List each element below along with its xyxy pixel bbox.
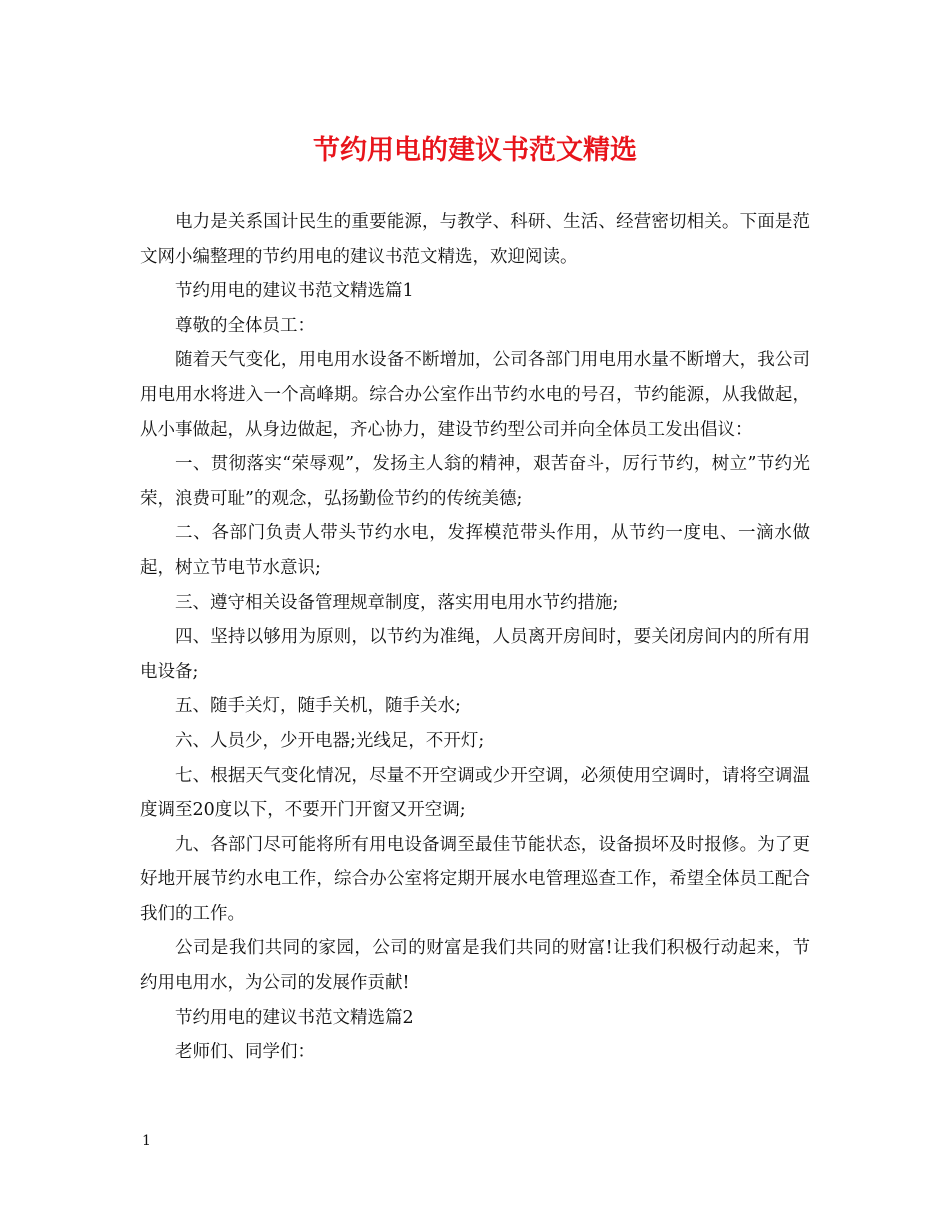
list-item: 四、坚持以够用为原则，以节约为准绳，人员离开房间时，要关闭房间内的所有用电设备; (140, 627, 810, 682)
list-item: 二、各部门负责人带头节约水电，发挥模范带头作用，从节约一度电、一滴水做起，树立节电节水意识; (140, 523, 810, 578)
salutation: 老师们、同学们： (175, 1042, 315, 1063)
document-title: 节约用电的建议书范文精选 (313, 135, 637, 166)
paragraph: 公司是我们共同的家园，公司的财富是我们共同的财富!让我们积极行动起来，节约用电用水，为公司的发展作贡献! (140, 938, 810, 994)
section-heading: 节约用电的建议书范文精选篇2 (175, 1007, 414, 1028)
list-item: 九、各部门尽可能将所有用电设备调至最佳节能状态，设备损坏及时报修。为了更好地开展节约水电工作，综合办公室将定期开展水电管理巡查工作，希望全体员工配合我们的工作。 (140, 834, 810, 924)
list-item: 五、随手关灯，随手关机，随手关水; (175, 696, 461, 717)
section-heading: 节约用电的建议书范文精选篇1 (175, 281, 414, 302)
list-item: 七、根据天气变化情况，尽量不开空调或少开空调，必须使用空调时，请将空调温度调至20度以下，不要开门开窗又开空调; (140, 765, 810, 821)
page-number: 1 (142, 1133, 151, 1149)
paragraph: 随着天气变化，用电用水设备不断增加，公司各部门用电用水量不断增大，我公司用电用水将进入一个高峰期。综合办公室作出节约水电的号召，节约能源，从我做起，从小事做起，从身边做起，齐心协力，建设节约型公司并向全体员工发出倡议： (140, 350, 810, 440)
list-item: 三、遵守相关设备管理规章制度，落实用电用水节约措施; (175, 592, 619, 613)
document-body (140, 205, 810, 1070)
list-item: 一、贯彻落实“荣辱观”，发扬主人翁的精神，艰苦奋斗，厉行节约，树立”节约光荣，浪费可耻”的观念，弘扬勤俭节约的传统美德; (140, 454, 810, 509)
list-item: 六、人员少，少开电器;光线足，不开灯; (175, 730, 485, 751)
paragraph: 电力是关系国计民生的重要能源，与教学、科研、生活、经营密切相关。下面是范文网小编整理的节约用电的建议书范文精选，欢迎阅读。 (140, 212, 810, 267)
salutation: 尊敬的全体员工： (175, 315, 315, 336)
